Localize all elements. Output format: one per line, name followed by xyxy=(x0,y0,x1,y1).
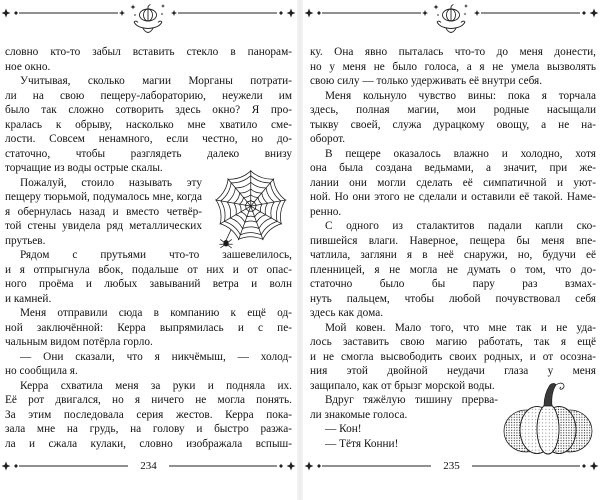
text-line: было так сложно сотворить здесь окно? Я про- xyxy=(5,104,292,116)
text-line: здесь, полная магии, мои родные насыщали xyxy=(310,104,596,116)
text-line: я обернулась назад и вместо четвёр- xyxy=(5,205,202,218)
text-line: тыкву своей, служа дурацкому овощу, а не на- xyxy=(310,118,596,131)
sparkle-icon xyxy=(161,13,164,16)
text-line: ренно. xyxy=(310,205,342,218)
text-line: Её рот двигался, но я ничего не могла понять. xyxy=(5,394,292,406)
text-line: прутьев. xyxy=(5,234,46,247)
page-text xyxy=(5,45,292,451)
sparkle-icon xyxy=(434,5,439,10)
text-line: чатлила, загляни я в неё снаружи, но, будучи её xyxy=(310,249,596,261)
text-line: Учитывая, сколько магии Морганы потрати- xyxy=(20,75,292,87)
text-line: Пожалуй, стоило называть эту xyxy=(20,176,202,189)
text-line: — Кон! xyxy=(325,423,362,435)
text-line: ной. Но они этого не сделали и оставили её такой. Наме- xyxy=(310,191,596,203)
text-line: За этим последовала серия жестов. Керра пока- xyxy=(5,408,292,421)
pumpkin-hand-icon xyxy=(131,4,166,33)
text-line: словно кто-то забыл вставить стекло в панорам- xyxy=(5,46,292,58)
text-line: пленницей, я не могла не думать о том, что до- xyxy=(310,263,596,276)
text-line: но сообщила я. xyxy=(5,365,78,377)
text-line: но у меня не было голоса, а я не умела вызволять xyxy=(310,60,596,73)
text-line: Меня отправили сюда в компанию к ещё од- xyxy=(20,307,292,319)
text-line: С одного из сталактитов падали капли ско- xyxy=(325,220,596,232)
paragraph xyxy=(5,306,292,350)
text-line: и я отпрыгнула вбок, подальше от них и от опас- xyxy=(5,263,292,276)
text-line: — Они сказали, что я никчёмыш, — холод- xyxy=(20,350,292,363)
text-line: ния этой двойной неудачи глаза у меня xyxy=(310,365,596,377)
paragraph xyxy=(5,74,292,176)
text-line: В пещере оказалось влажно и холодно, хотя xyxy=(325,147,596,160)
paragraph xyxy=(5,379,292,452)
pumpkin-hand-icon xyxy=(434,4,469,33)
paragraph xyxy=(310,393,596,422)
pumpkin-stem xyxy=(544,384,556,407)
pumpkin-figure xyxy=(498,393,596,451)
sparkle-icon xyxy=(287,9,296,18)
sparkle-icon xyxy=(171,10,177,16)
header-ornament xyxy=(0,0,297,36)
sparkle-icon xyxy=(2,9,11,18)
text-line: ла и сжала кулаки, словно изображала вспыш- xyxy=(5,437,292,450)
text-line: зала мне на грудь, на голову и быстро разжа- xyxy=(5,423,292,435)
sparkle-icon xyxy=(119,10,125,16)
sparkle-icon xyxy=(474,10,480,16)
text-line: той стены увидела ряд металлических xyxy=(5,220,202,232)
pumpkin-illustration xyxy=(500,377,596,457)
paragraph xyxy=(5,176,292,249)
text-line: ли знакомые голоса. xyxy=(310,408,408,421)
page-text xyxy=(310,45,596,451)
text-line: свою силу — только удерживать её внутри себя. xyxy=(310,75,543,87)
text-line: — Тётя Конни! xyxy=(325,437,399,450)
text-line: статочно, чтобы разглядеть далеко внизу xyxy=(5,147,292,160)
text-line: Меня кольнуло чувство вины: пока я торчала xyxy=(325,89,596,102)
paragraph xyxy=(5,45,292,74)
text-line: ли на свою пещеру-лабораторию, неужели им xyxy=(5,89,292,102)
diamond-icon xyxy=(279,11,283,15)
text-line: защипало, как от брызг морской воды. xyxy=(310,379,495,392)
spider-web-illustration xyxy=(202,170,290,248)
sparkle-icon xyxy=(422,10,428,16)
text-line: пещеру тюрьмой, подумалось мне, когда xyxy=(5,191,202,203)
text-line: чальным видом потёрла горло. xyxy=(5,336,153,348)
paragraph xyxy=(310,45,596,89)
text-line: и камней. xyxy=(5,292,52,305)
sparkle-icon xyxy=(131,5,136,10)
text-line: она была создана ведьмами, а значит, при же- xyxy=(310,162,596,174)
paragraph xyxy=(5,248,292,306)
text-line: Мой ковен. Мало того, что мне так и не уда- xyxy=(325,321,596,334)
text-line: и не смогла высвободить своих родных, и от осозна- xyxy=(310,350,596,363)
spider-web-figure xyxy=(202,176,292,246)
sparkle-icon xyxy=(305,9,314,18)
page-number: 235 xyxy=(443,460,460,472)
sparkle-icon xyxy=(590,9,599,18)
page-number: 234 xyxy=(140,460,157,472)
sparkle-icon xyxy=(437,14,440,17)
text-line: лости. Совсем ненамного, если честно, но до- xyxy=(5,133,292,145)
text-line: статочно было бы пару раз взмах- xyxy=(310,278,596,290)
text-line: Керра схватила меня за руки и подняла их. xyxy=(20,379,292,392)
text-line: лось заставить свою магию работать, так я ещё xyxy=(310,336,596,348)
text-line: Рядом с прутьями что-то зашевелилось, xyxy=(20,249,292,261)
diamond-icon xyxy=(14,11,18,15)
paragraph xyxy=(5,350,292,379)
header-ornament xyxy=(303,0,600,36)
text-line: ку. Она явно пыталась что-то до меня донести, xyxy=(310,46,596,58)
diamond-icon xyxy=(582,11,586,15)
paragraph xyxy=(310,89,596,147)
diamond-icon xyxy=(317,11,321,15)
paragraph xyxy=(310,219,596,321)
text-line: кралась к обрыву, насколько мне хватило сме- xyxy=(5,118,292,131)
text-line: ное окно. xyxy=(5,60,51,73)
paragraph xyxy=(310,147,596,220)
text-line: ной заключённой: Керра выпрямилась и с пе- xyxy=(5,321,292,334)
text-line: пившейся влаги. Наверное, пещера бы меня впе- xyxy=(310,234,596,247)
text-line: оборот. xyxy=(310,133,346,145)
text-line: нуть пальцем, чтобы любой почувствовал себя xyxy=(310,292,596,305)
ornament-svg xyxy=(0,0,297,36)
right-page xyxy=(303,0,600,500)
spider-icon xyxy=(219,239,232,248)
left-page xyxy=(0,0,297,500)
ornament-svg xyxy=(303,0,600,36)
text-line: лании они могли сделать её симпатичной и уют- xyxy=(310,176,596,189)
sparkle-icon xyxy=(464,4,468,8)
text-line: Вдруг тяжёлую тишину прерва- xyxy=(325,394,498,406)
text-line: торчащие из воды острые скалы. xyxy=(5,162,163,174)
text-line: здесь как дома. xyxy=(310,307,384,319)
text-line: ного проёма и любых завываний ветра и волн xyxy=(5,278,292,290)
sparkle-icon xyxy=(161,4,165,8)
sparkle-icon xyxy=(464,13,467,16)
sparkle-icon xyxy=(134,14,137,17)
